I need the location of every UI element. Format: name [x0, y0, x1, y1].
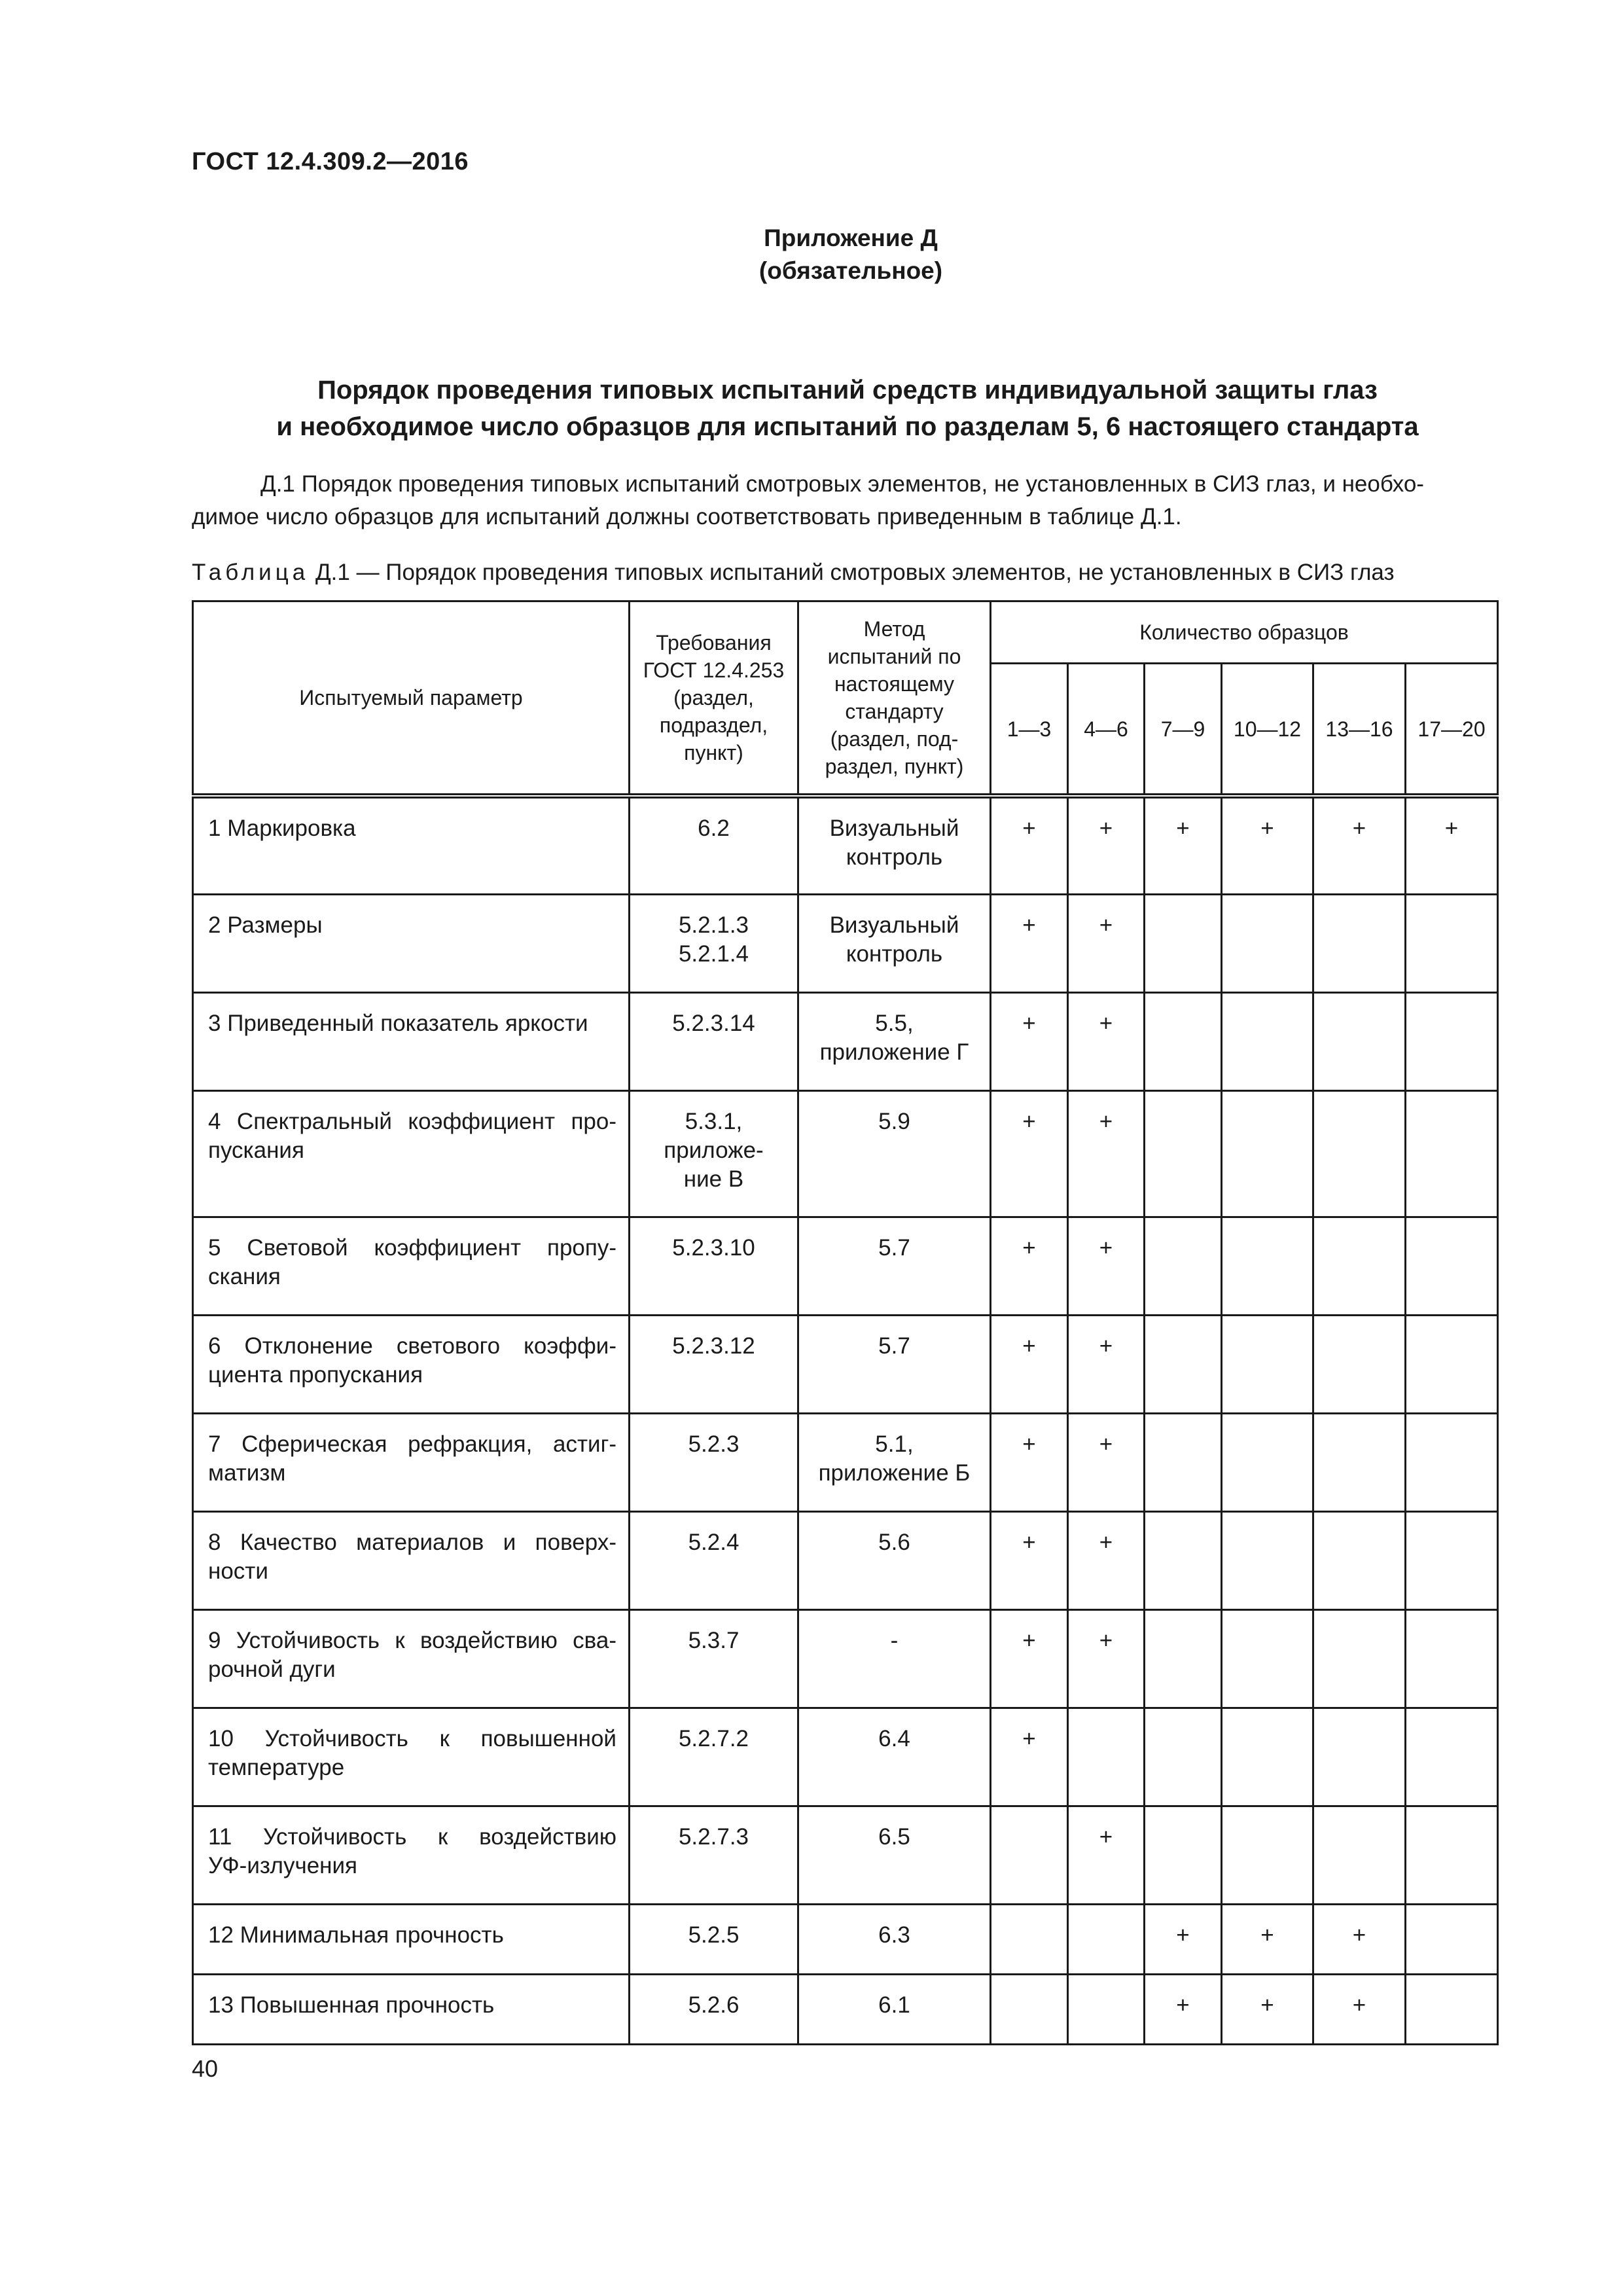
sample-mark-cell: +: [1313, 796, 1406, 894]
sample-mark-cell: [1222, 992, 1313, 1090]
sample-mark-cell: +: [991, 992, 1068, 1090]
table-row: [193, 1708, 1498, 1806]
requirement-cell: [630, 1609, 798, 1708]
sample-mark-cell: +: [1068, 1090, 1145, 1217]
sample-mark-cell: +: [991, 796, 1068, 894]
requirement-cell: [630, 1217, 798, 1315]
param-cell-line: ности: [208, 1558, 268, 1584]
param-cell-line: пускания: [208, 1137, 304, 1163]
sample-mark-cell: +: [1222, 796, 1313, 894]
header-method-line: Метод: [863, 617, 925, 641]
method-cell: [798, 1609, 991, 1708]
sample-mark-cell: [1406, 992, 1498, 1090]
param-cell-line: 13 Повышенная прочность: [208, 1992, 495, 2018]
sample-mark-cell: +: [1068, 1609, 1145, 1708]
param-cell-line: 2 Размеры: [208, 912, 323, 938]
method-cell-line: Визуальный: [829, 912, 959, 938]
requirement-cell-line: 5.2.1.3: [678, 912, 749, 938]
param-cell: [193, 1413, 630, 1511]
sample-mark-cell: [1145, 1609, 1222, 1708]
requirement-cell-line: ние В: [683, 1166, 744, 1192]
param-cell-line: 6 Отклонение светового коэффи-: [208, 1333, 616, 1359]
header-sample-group: 7—9: [1145, 664, 1222, 797]
sample-mark-cell: +: [991, 1413, 1068, 1511]
param-cell-line: 8 Качество материалов и поверх-: [208, 1529, 616, 1555]
sample-mark-cell: [1145, 1217, 1222, 1315]
sample-mark-cell: [1313, 1413, 1406, 1511]
header-method-line: стандарту: [845, 700, 944, 723]
param-cell-line: 11 Устойчивость к воздействию: [208, 1823, 616, 1850]
sample-mark-cell: +: [991, 1708, 1068, 1806]
sample-mark-cell: [1406, 1413, 1498, 1511]
table-caption-label: Таблица: [192, 560, 310, 585]
sample-mark-cell: +: [1068, 992, 1145, 1090]
sample-mark-cell: [1145, 894, 1222, 992]
sample-mark-cell: +: [1313, 1904, 1406, 1974]
table-row: [193, 1217, 1498, 1315]
requirement-cell-line: 5.2.1.4: [678, 941, 749, 967]
sample-mark-cell: +: [991, 1217, 1068, 1315]
method-cell-line: -: [890, 1627, 899, 1653]
method-cell-line: 6.4: [878, 1725, 910, 1751]
sample-mark-cell: [1406, 1806, 1498, 1904]
requirement-cell: [630, 1904, 798, 1974]
requirement-cell: [630, 1090, 798, 1217]
param-cell: [193, 1315, 630, 1413]
document-code: ГОСТ 12.4.309.2—2016: [192, 148, 469, 175]
method-cell-line: 6.3: [878, 1922, 910, 1948]
requirement-cell: [630, 1413, 798, 1511]
header-method-line: (раздел, под-: [830, 727, 959, 751]
appendix-status: (обязательное): [758, 257, 943, 284]
param-cell-line: 9 Устойчивость к воздействию сва-: [208, 1627, 616, 1653]
param-cell: [193, 796, 630, 894]
table-row: [193, 1609, 1498, 1708]
paragraph-line-2: димое число образцов для испытаний должны соответствовать приведенным в таблице Д.1.: [192, 504, 1182, 529]
sample-mark-cell: [1313, 992, 1406, 1090]
header-requirements-line: (раздел,: [673, 686, 754, 709]
method-cell: [798, 1217, 991, 1315]
method-cell: [798, 1708, 991, 1806]
sample-mark-cell: +: [1068, 1217, 1145, 1315]
requirement-cell-line: 5.2.7.2: [678, 1725, 749, 1751]
method-cell: [798, 1413, 991, 1511]
sample-mark-cell: [1068, 1974, 1145, 2044]
header-requirements-line: пункт): [684, 741, 743, 764]
sample-mark-cell: [1406, 1315, 1498, 1413]
sample-mark-cell: +: [1406, 796, 1498, 894]
requirement-cell: [630, 992, 798, 1090]
table-row: [193, 1413, 1498, 1511]
requirement-cell-line: 5.2.4: [688, 1529, 740, 1555]
requirement-cell: [630, 1315, 798, 1413]
requirement-cell: [630, 1974, 798, 2044]
method-cell: [798, 894, 991, 992]
param-cell-line: 10 Устойчивость к повышенной: [208, 1725, 616, 1751]
sample-mark-cell: +: [991, 1090, 1068, 1217]
param-cell: [193, 1511, 630, 1609]
sample-mark-cell: +: [1068, 1511, 1145, 1609]
table-row: [193, 1806, 1498, 1904]
sample-mark-cell: +: [991, 1511, 1068, 1609]
sample-mark-cell: [1222, 894, 1313, 992]
param-cell: [193, 1090, 630, 1217]
main-title-line-2: и необходимое число образцов для испытаний по разделам 5, 6 настоящего стандарта: [276, 412, 1419, 441]
method-cell-line: контроль: [846, 844, 943, 870]
sample-mark-cell: [1222, 1217, 1313, 1315]
sample-mark-cell: [1222, 1413, 1313, 1511]
header-sample-group: 4—6: [1068, 664, 1145, 797]
sample-mark-cell: [1145, 1315, 1222, 1413]
param-cell: [193, 1609, 630, 1708]
param-cell-line: УФ-излучения: [208, 1852, 357, 1878]
requirement-cell-line: приложе-: [664, 1137, 764, 1163]
sample-mark-cell: +: [1145, 1974, 1222, 2044]
sample-mark-cell: [991, 1806, 1068, 1904]
requirement-cell-line: 5.2.3.14: [672, 1010, 755, 1036]
table-body: [193, 796, 1498, 2044]
table-caption-text: Д.1 — Порядок проведения типовых испытаний смотровых элементов, не установленных в СИЗ глаз: [309, 560, 1395, 585]
param-cell-line: температуре: [208, 1754, 345, 1780]
sample-mark-cell: [1406, 894, 1498, 992]
sample-mark-cell: [1145, 1806, 1222, 1904]
requirement-cell-line: 5.3.7: [688, 1627, 740, 1653]
sample-mark-cell: [1313, 1090, 1406, 1217]
requirement-cell-line: 5.3.1,: [685, 1108, 743, 1134]
sample-mark-cell: +: [1068, 1315, 1145, 1413]
sample-mark-cell: +: [1145, 796, 1222, 894]
method-cell-line: приложение Б: [818, 1460, 971, 1486]
header-method-line: раздел, пункт): [825, 755, 964, 778]
sample-mark-cell: [1145, 992, 1222, 1090]
param-cell-line: 1 Маркировка: [208, 816, 356, 841]
sample-mark-cell: [1406, 1217, 1498, 1315]
sample-mark-cell: +: [1068, 894, 1145, 992]
param-cell-line: 4 Спектральный коэффициент про-: [208, 1108, 616, 1134]
param-cell: [193, 1708, 630, 1806]
paragraph-line-1: Д.1 Порядок проведения типовых испытаний смотровых элементов, не установленных в СИЗ глаз, и необхо-: [260, 471, 1424, 497]
requirement-cell-line: 5.2.5: [688, 1922, 740, 1948]
sample-mark-cell: [1406, 1708, 1498, 1806]
sample-mark-cell: +: [1145, 1904, 1222, 1974]
param-cell: [193, 1904, 630, 1974]
param-cell: [193, 1974, 630, 2044]
method-cell-line: 5.6: [878, 1529, 910, 1555]
sample-mark-cell: [1068, 1708, 1145, 1806]
param-cell-line: рочной дуги: [208, 1656, 336, 1682]
sample-mark-cell: [1406, 1090, 1498, 1217]
header-requirements-line: ГОСТ 12.4.253: [643, 658, 785, 682]
sample-mark-cell: +: [991, 1609, 1068, 1708]
table-row: [193, 1090, 1498, 1217]
requirement-cell: [630, 796, 798, 894]
sample-mark-cell: [1313, 1217, 1406, 1315]
sample-mark-cell: [1222, 1511, 1313, 1609]
sample-mark-cell: [1068, 1904, 1145, 1974]
sample-mark-cell: [1222, 1609, 1313, 1708]
requirement-cell: [630, 894, 798, 992]
sample-mark-cell: [991, 1904, 1068, 1974]
sample-mark-cell: +: [991, 1315, 1068, 1413]
sample-mark-cell: +: [1222, 1904, 1313, 1974]
header-requirements-line: Требования: [656, 631, 772, 655]
method-cell-line: 5.9: [878, 1108, 910, 1134]
header-samples: Количество образцов: [991, 601, 1498, 664]
method-cell: [798, 1974, 991, 2044]
main-title-line-1: Порядок проведения типовых испытаний средств индивидуальной защиты глаз: [317, 376, 1378, 404]
header-method-line: испытаний по: [827, 645, 961, 668]
param-cell: [193, 1217, 630, 1315]
param-cell-line: 12 Минимальная прочность: [208, 1922, 504, 1948]
requirement-cell: [630, 1708, 798, 1806]
sample-mark-cell: [1313, 1806, 1406, 1904]
requirement-cell: [630, 1511, 798, 1609]
method-cell: [798, 1904, 991, 1974]
header-requirements-line: подраздел,: [659, 713, 768, 737]
param-cell-line: матизм: [208, 1460, 286, 1486]
sample-mark-cell: [1313, 1315, 1406, 1413]
page-number: 40: [192, 2055, 219, 2082]
method-cell-line: приложение Г: [819, 1039, 969, 1065]
param-cell-line: 3 Приведенный показатель яркости: [208, 1010, 588, 1036]
sample-mark-cell: [1222, 1090, 1313, 1217]
sample-mark-cell: +: [991, 894, 1068, 992]
sample-mark-cell: +: [1222, 1974, 1313, 2044]
header-method-line: настоящему: [834, 672, 954, 696]
sample-mark-cell: +: [1068, 1806, 1145, 1904]
requirement-cell-line: 5.2.3: [688, 1431, 740, 1457]
sample-mark-cell: [1222, 1806, 1313, 1904]
param-cell: [193, 992, 630, 1090]
method-cell-line: 6.5: [878, 1823, 910, 1850]
method-cell-line: Визуальный: [829, 816, 959, 841]
sample-mark-cell: [1313, 894, 1406, 992]
appendix-title: Приложение Д: [764, 224, 938, 251]
requirement-cell: [630, 1806, 798, 1904]
header-sample-group: 17—20: [1406, 664, 1498, 797]
sample-mark-cell: [1313, 1708, 1406, 1806]
param-cell: [193, 1806, 630, 1904]
sample-mark-cell: +: [1313, 1974, 1406, 2044]
param-cell-line: 5 Световой коэффициент пропу-: [208, 1234, 616, 1261]
method-cell: [798, 1090, 991, 1217]
table-row: [193, 992, 1498, 1090]
table-row: [193, 796, 1498, 894]
sample-mark-cell: +: [1068, 796, 1145, 894]
sample-mark-cell: [991, 1974, 1068, 2044]
sample-mark-cell: [1406, 1511, 1498, 1609]
requirement-cell-line: 5.2.3.12: [672, 1333, 755, 1359]
method-cell-line: 5.5,: [875, 1010, 914, 1036]
table-row: [193, 1904, 1498, 1974]
sample-mark-cell: [1406, 1904, 1498, 1974]
param-cell-line: циента пропускания: [208, 1361, 423, 1388]
sample-mark-cell: [1313, 1609, 1406, 1708]
sample-mark-cell: [1145, 1413, 1222, 1511]
sample-mark-cell: [1313, 1511, 1406, 1609]
sample-mark-cell: +: [1068, 1413, 1145, 1511]
sample-mark-cell: [1406, 1974, 1498, 2044]
header-method: [798, 601, 991, 797]
method-cell-line: 6.1: [878, 1992, 910, 2018]
header-param: Испытуемый параметр: [193, 601, 630, 797]
sample-mark-cell: [1145, 1708, 1222, 1806]
method-cell: [798, 796, 991, 894]
table-row: [193, 1315, 1498, 1413]
table-row: [193, 1511, 1498, 1609]
header-sample-group: 1—3: [991, 664, 1068, 797]
table-row: [193, 1974, 1498, 2044]
header-sample-group: 10—12: [1222, 664, 1313, 797]
method-cell-line: 5.7: [878, 1333, 910, 1359]
param-cell-line: скания: [208, 1263, 281, 1289]
requirement-cell-line: 6.2: [698, 816, 730, 841]
header-requirements: [630, 601, 798, 797]
sample-mark-cell: [1145, 1511, 1222, 1609]
table-row: [193, 894, 1498, 992]
test-order-table: [192, 600, 1499, 2045]
method-cell: [798, 1315, 991, 1413]
method-cell: [798, 1511, 991, 1609]
method-cell: [798, 1806, 991, 1904]
sample-mark-cell: [1222, 1708, 1313, 1806]
table-caption: [192, 556, 1395, 589]
method-cell-line: 5.1,: [875, 1431, 914, 1457]
method-cell-line: 5.7: [878, 1234, 910, 1261]
requirement-cell-line: 5.2.7.3: [678, 1823, 749, 1850]
sample-mark-cell: [1145, 1090, 1222, 1217]
requirement-cell-line: 5.2.6: [688, 1992, 740, 2018]
header-sample-group: 13—16: [1313, 664, 1406, 797]
param-cell: [193, 894, 630, 992]
requirement-cell-line: 5.2.3.10: [672, 1234, 755, 1261]
method-cell: [798, 992, 991, 1090]
method-cell-line: контроль: [846, 941, 943, 967]
param-cell-line: 7 Сферическая рефракция, астиг-: [208, 1431, 616, 1457]
sample-mark-cell: [1406, 1609, 1498, 1708]
sample-mark-cell: [1222, 1315, 1313, 1413]
